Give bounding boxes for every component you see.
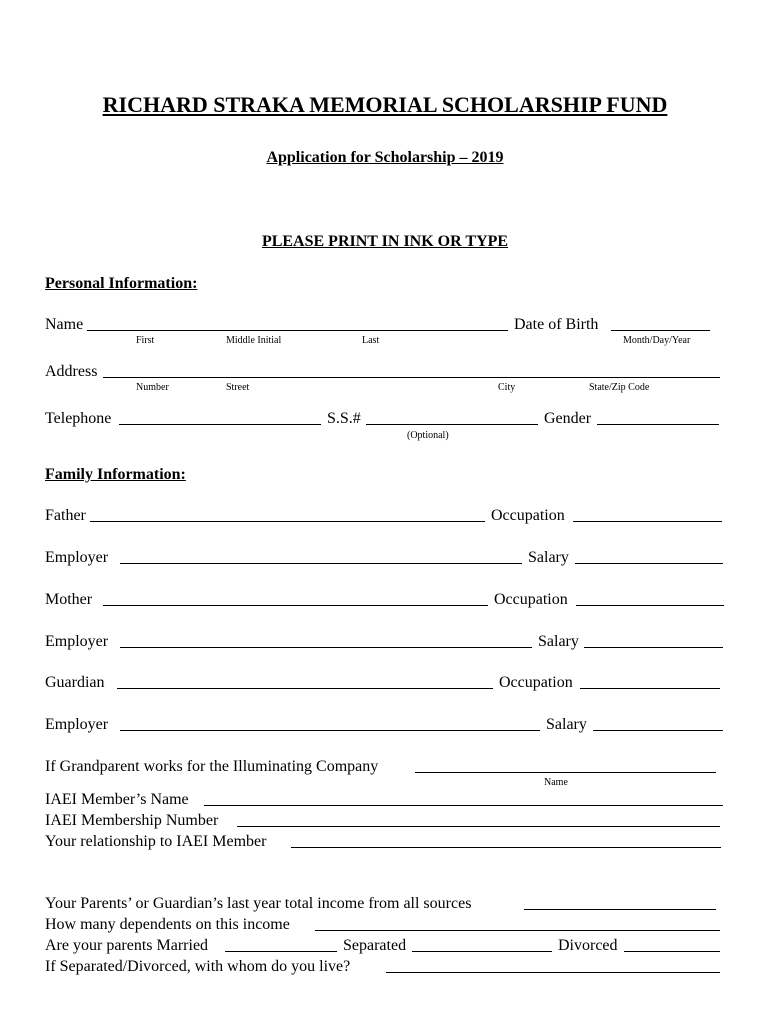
dob-field[interactable] [611, 330, 710, 331]
guardian-field[interactable] [117, 688, 493, 689]
father-label: Father [45, 507, 86, 524]
guardian-salary-label: Salary [546, 716, 587, 733]
telephone-label: Telephone [45, 410, 112, 427]
separated-field[interactable] [412, 951, 552, 952]
guardian-salary-field[interactable] [593, 730, 723, 731]
dob-format-caption: Month/Day/Year [623, 335, 691, 346]
mother-employer-field[interactable] [120, 647, 532, 648]
gender-field[interactable] [597, 424, 719, 425]
family-info-heading: Family Information: [45, 466, 186, 483]
guardian-occupation-label: Occupation [499, 674, 573, 691]
mother-field[interactable] [103, 605, 488, 606]
live-with-label: If Separated/Divorced, with whom do you live? [45, 958, 351, 975]
dependents-label: How many dependents on this income [45, 916, 290, 933]
separated-label: Separated [343, 937, 407, 954]
addr-statezip-caption: State/Zip Code [589, 382, 650, 393]
print-instruction: PLEASE PRINT IN INK OR TYPE [261, 233, 509, 250]
form-title: RICHARD STRAKA MEMORIAL SCHOLARSHIP FUND [102, 92, 668, 117]
dob-label: Date of Birth [514, 316, 599, 333]
grandparent-label: If Grandparent works for the Illuminating Company [45, 758, 379, 775]
addr-number-caption: Number [136, 382, 169, 393]
addr-city-caption: City [498, 382, 516, 393]
grandparent-name-caption: Name [544, 777, 568, 788]
telephone-field[interactable] [119, 424, 321, 425]
form-subtitle: Application for Scholarship – 2019 [266, 149, 504, 166]
iaei-number-field[interactable] [237, 826, 720, 827]
address-label: Address [45, 363, 98, 380]
mother-salary-label: Salary [538, 633, 579, 650]
married-field[interactable] [225, 951, 337, 952]
ss-field[interactable] [366, 424, 538, 425]
guardian-employer-label: Employer [45, 716, 109, 733]
divorced-field[interactable] [624, 951, 720, 952]
father-employer-field[interactable] [120, 563, 522, 564]
father-salary-field[interactable] [575, 563, 723, 564]
name-field[interactable] [87, 330, 508, 331]
name-first-caption: First [136, 335, 155, 346]
personal-info-heading: Personal Information: [45, 275, 198, 292]
addr-street-caption: Street [226, 382, 250, 393]
mother-label: Mother [45, 591, 93, 608]
ss-label: S.S.# [327, 410, 361, 427]
total-income-label: Your Parents’ or Guardian’s last year total income from all sources [45, 895, 472, 912]
mother-occupation-label: Occupation [494, 591, 568, 608]
iaei-relationship-field[interactable] [291, 847, 721, 848]
divorced-label: Divorced [558, 937, 618, 954]
iaei-name-field[interactable] [204, 805, 723, 806]
father-field[interactable] [90, 521, 485, 522]
name-middle-caption: Middle Initial [226, 335, 282, 346]
total-income-field[interactable] [524, 909, 716, 910]
guardian-employer-field[interactable] [120, 730, 540, 731]
gender-label: Gender [544, 410, 592, 427]
ss-optional-caption: (Optional) [407, 430, 449, 441]
mother-salary-field[interactable] [584, 647, 723, 648]
guardian-occupation-field[interactable] [580, 688, 720, 689]
grandparent-name-field[interactable] [415, 772, 716, 773]
address-field[interactable] [103, 377, 720, 378]
iaei-number-label: IAEI Membership Number [45, 812, 219, 829]
guardian-label: Guardian [45, 674, 105, 691]
iaei-name-label: IAEI Member’s Name [45, 791, 189, 808]
mother-occupation-field[interactable] [576, 605, 724, 606]
father-occupation-label: Occupation [491, 507, 565, 524]
father-employer-label: Employer [45, 549, 109, 566]
dependents-field[interactable] [315, 930, 720, 931]
father-salary-label: Salary [528, 549, 569, 566]
name-last-caption: Last [362, 335, 380, 346]
name-label: Name [45, 316, 84, 333]
married-label: Are your parents Married [45, 937, 209, 954]
mother-employer-label: Employer [45, 633, 109, 650]
father-occupation-field[interactable] [573, 521, 722, 522]
iaei-relationship-label: Your relationship to IAEI Member [45, 833, 267, 850]
live-with-field[interactable] [386, 972, 720, 973]
